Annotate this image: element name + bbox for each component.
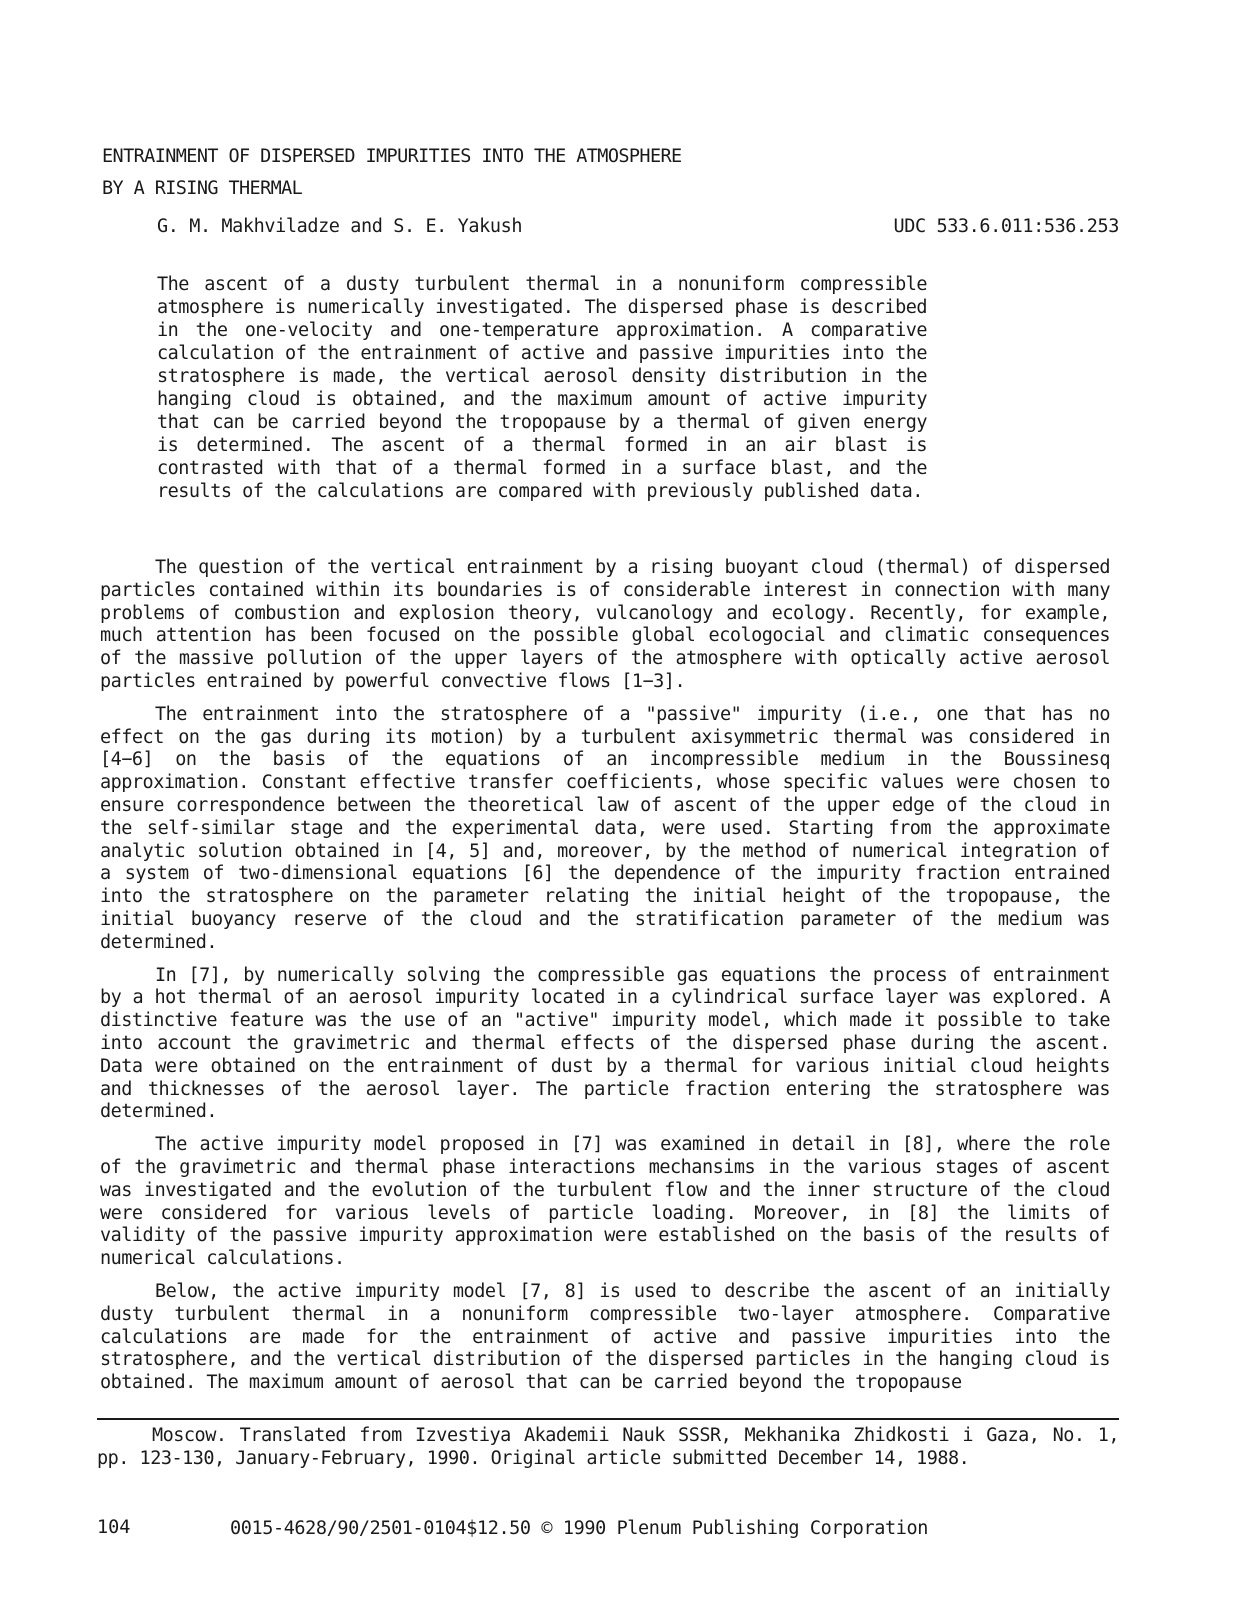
title-line-1: ENTRAINMENT OF DISPERSED IMPURITIES INTO THE ATMOSPHERE (102, 146, 682, 167)
paragraph-4: The active impurity model proposed in [7] was examined in detail in [8], where the role of the gravimetric and thermal phase interactions mechansims in the various stages of ascent was investigated and the evolution of the turbulent flow and the inner structure of the cloud were considered for various levels of particle loading. Moreover, in [8] the limits of validity of the passive impurity approximation were established on the basis of the results of numerical calculations. (100, 1134, 1110, 1270)
article-title (102, 141, 682, 205)
footnote-text: Moscow. Translated from Izvestiya Akademii Nauk SSSR, Mekhanika Zhidkosti i Gaza, No. 1, pp. 123-130, January-February, 1990. Original article submitted December 14, 1988. (97, 1425, 1119, 1469)
title-line-2: BY A RISING THERMAL (102, 178, 303, 199)
body-text (100, 557, 1110, 1405)
paragraph-1: The question of the vertical entrainment by a rising buoyant cloud (thermal) of dispersed particles contained within its boundaries is of considerable interest in connection with many problems of combustion and explosion theory, vulcanology and ecology. Recently, for example, much attention has been focused on the possible global ecologocial and climatic consequences of the massive pollution of the upper layers of the atmosphere with optically active aerosol particles entrained by powerful convective flows [1−3]. (100, 557, 1110, 692)
page-number: 104 (97, 1517, 131, 1538)
udc-code: UDC 533.6.011:536.253 (893, 216, 1119, 237)
authors: G. M. Makhviladze and S. E. Yakush (157, 216, 523, 237)
footnote (97, 1424, 1119, 1470)
paragraph-3: In [7], by numerically solving the compressible gas equations the process of entrainment by a hot thermal of an aerosol impurity located in a cylindrical surface layer was explored. A distinctive feature was the use of an "active" impurity model, which made it possible to take into account the gravimetric and thermal effects of the dispersed phase during the ascent. Data were obtained on the entrainment of dust by a thermal for various initial cloud heights and thicknesses of the aerosol layer. The particle fraction entering the stratosphere was determined. (100, 964, 1110, 1123)
abstract: The ascent of a dusty turbulent thermal in a nonuniform compressible atmosphere is numerically investigated. The dispersed phase is described in the one-velocity and one-temperature approximation. A comparative calculation of the entrainment of active and passive impurities into the stratosphere is made, the vertical aerosol density distribution in the hanging cloud is obtained, and the maximum amount of active impurity that can be carried beyond the tropopause by a thermal of given energy is determined. The ascent of a thermal formed in an air blast is contrasted with that of a thermal formed in a surface blast, and the results of the calculations are compared with previously published data. (157, 274, 927, 502)
paragraph-5: Below, the active impurity model [7, 8] is used to describe the ascent of an initially dusty turbulent thermal in a nonuniform compressible two-layer atmosphere. Comparative calculations are made for the entrainment of active and passive impurities into the stratosphere, and the vertical distribution of the dispersed particles in the hanging cloud is obtained. The maximum amount of aerosol that can be carried beyond the tropopause (100, 1280, 1110, 1394)
footnote-divider (97, 1418, 1119, 1420)
copyright-line: 0015-4628/90/2501-0104$12.50 © 1990 Plenum Publishing Corporation (230, 1518, 928, 1539)
paragraph-2: The entrainment into the stratosphere of a "passive" impurity (i.e., one that has no effect on the gas during its motion) by a turbulent axisymmetric thermal was considered in [4−6] on the basis of the equations of an incompressible medium in the Boussinesq approximation. Constant effective transfer coefficients, whose specific values were chosen to ensure correspondence between the theoretical law of ascent of the upper edge of the cloud in the self-similar stage and the experimental data, were used. Starting from the approximate analytic solution obtained in [4, 5] and, moreover, by the method of numerical integration of a system of two-dimensional equations [6] the dependence of the impurity fraction entrained into the stratosphere on the parameter relating the initial height of the tropopause, the initial buoyancy reserve of the cloud and the stratification parameter of the medium was determined. (100, 703, 1110, 953)
